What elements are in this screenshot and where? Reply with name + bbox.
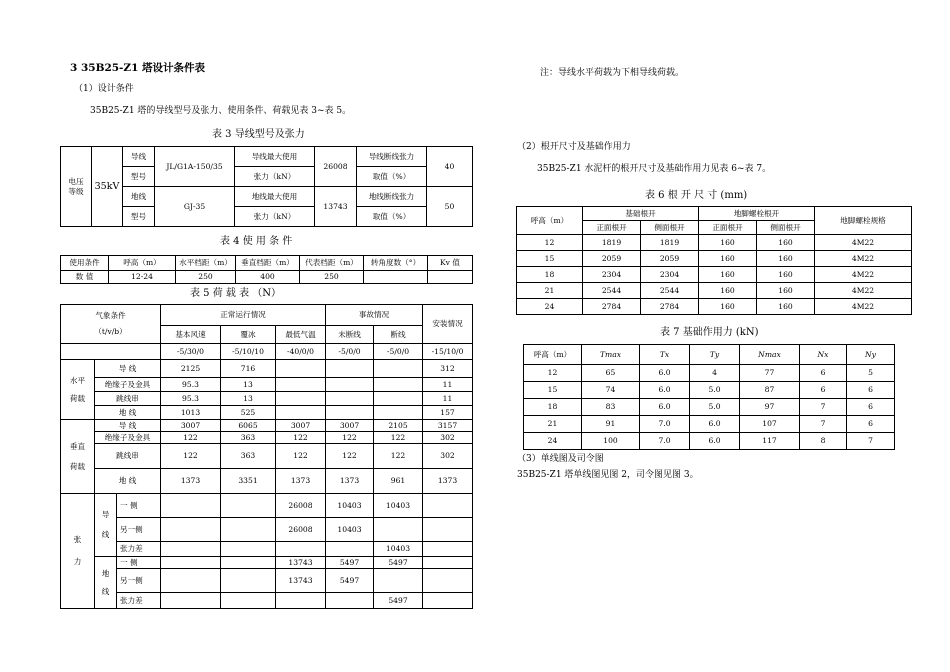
table4-caption: 表 4 使 用 条 件 [220,236,293,247]
table7-caption: 表 7 基础作用力 (kN) [660,327,759,338]
horizontal-load-label: 水平 荷载 [61,360,95,420]
root-opening-intro: 35B25-Z1 水泥杆的根开尺寸及基础作用力见表 6~表 7。 [537,164,772,174]
tension-label: 张 力 [61,494,95,609]
section-heading: 3 35B25-Z1 塔设计条件表 [70,62,206,74]
root-opening-subheading: （2）根开尺寸及基础作用力 [517,142,631,152]
design-conditions-intro: 35B25-Z1 塔的导线型号及张力、使用条件、荷载见表 3~表 5。 [90,106,352,116]
table6-caption: 表 6 根 开 尺 寸 (mm) [645,190,748,201]
table6-root-opening: 呼高（m） 基础根开 地脚螺栓根开 地脚螺栓规格 正面根开 侧面根开 正面根开 侧面根开 12 1819 1819 160 160 4M22 15 2059 2059 160 160 4M22 18 2304 2304 160 160 4M22 21 2544 2544 160 160 4M22 24 2784 2784 160 160 4M22 [516,206,912,315]
voltage-label: 电压 等级 [61,147,92,227]
table3-caption: 表 3 导线型号及张力 [212,129,305,140]
design-conditions-subheading: （1）设计条件 [74,84,134,94]
table5-loads: 气象条件 （t/v/b） 正常运行情况 事故情况 安装情况 基本风速 覆冰 最低气温 未断线 断线 -5/30/0 -5/10/10 -40/0/0 -5/0/0 -5/0/0 -15/10/0 水平 荷载 导 线 2125 716 312 绝缘子及金具 95.3 13 11 跳线串 95.3 13 11 地 线 1013 525 157 垂直 荷载 导 线 3007 6065 3007 3007 2105 3157 绝缘子及金具 122 363 122 122 122 302 跳线串 122 363 122 122 122 302 地 线 1373 3351 1373 1373 961 1373 张 力 导 线 一 侧 26008 10403 10403 另一侧 26008 10403 张力差 10403 地 线 一 侧 13743 5497 5497 另一侧 13743 5497 张力差 5497 [60,304,473,609]
single-line-intro: 35B25-Z1 塔单线图见图 2，司令图见图 3。 [517,470,699,480]
horizontal-load-note: 注：导线水平荷载为下相导线荷载。 [540,68,685,78]
table4-usage-conditions: 使用条件 呼高（m） 水平档距（m） 垂直档距（m） 代表档距（m） 转角度数（°） Kv 值 数 值 12-24 250 400 250 [60,255,473,284]
table3-conductor-tension: 电压 等级 35kV 导线 JL/G1A-150/35 导线最大使用 26008 导线断线张力 40 型号 张力（kN） 取值（%） 地线 GJ-35 地线最大使用 13743 地线断线张力 50 型号 张力（kN） 取值（%） [60,146,473,227]
voltage-value: 35kV [92,147,123,227]
table5-caption: 表 5 荷 载 表 （N） [190,288,282,299]
table7-foundation-forces: 呼高（m） Tmax Tx Ty Nmax Nx Ny 12 65 6.0 4 77 6 5 15 74 6.0 5.0 87 6 6 18 83 6.0 5.0 97 7 6 21 91 7.0 6.0 107 7 6 24 100 7.0 6.0 117 8 7 [523,344,895,450]
vertical-load-label: 垂直 荷载 [61,420,95,494]
single-line-subheading: （3）单线图及司令图 [517,454,604,464]
